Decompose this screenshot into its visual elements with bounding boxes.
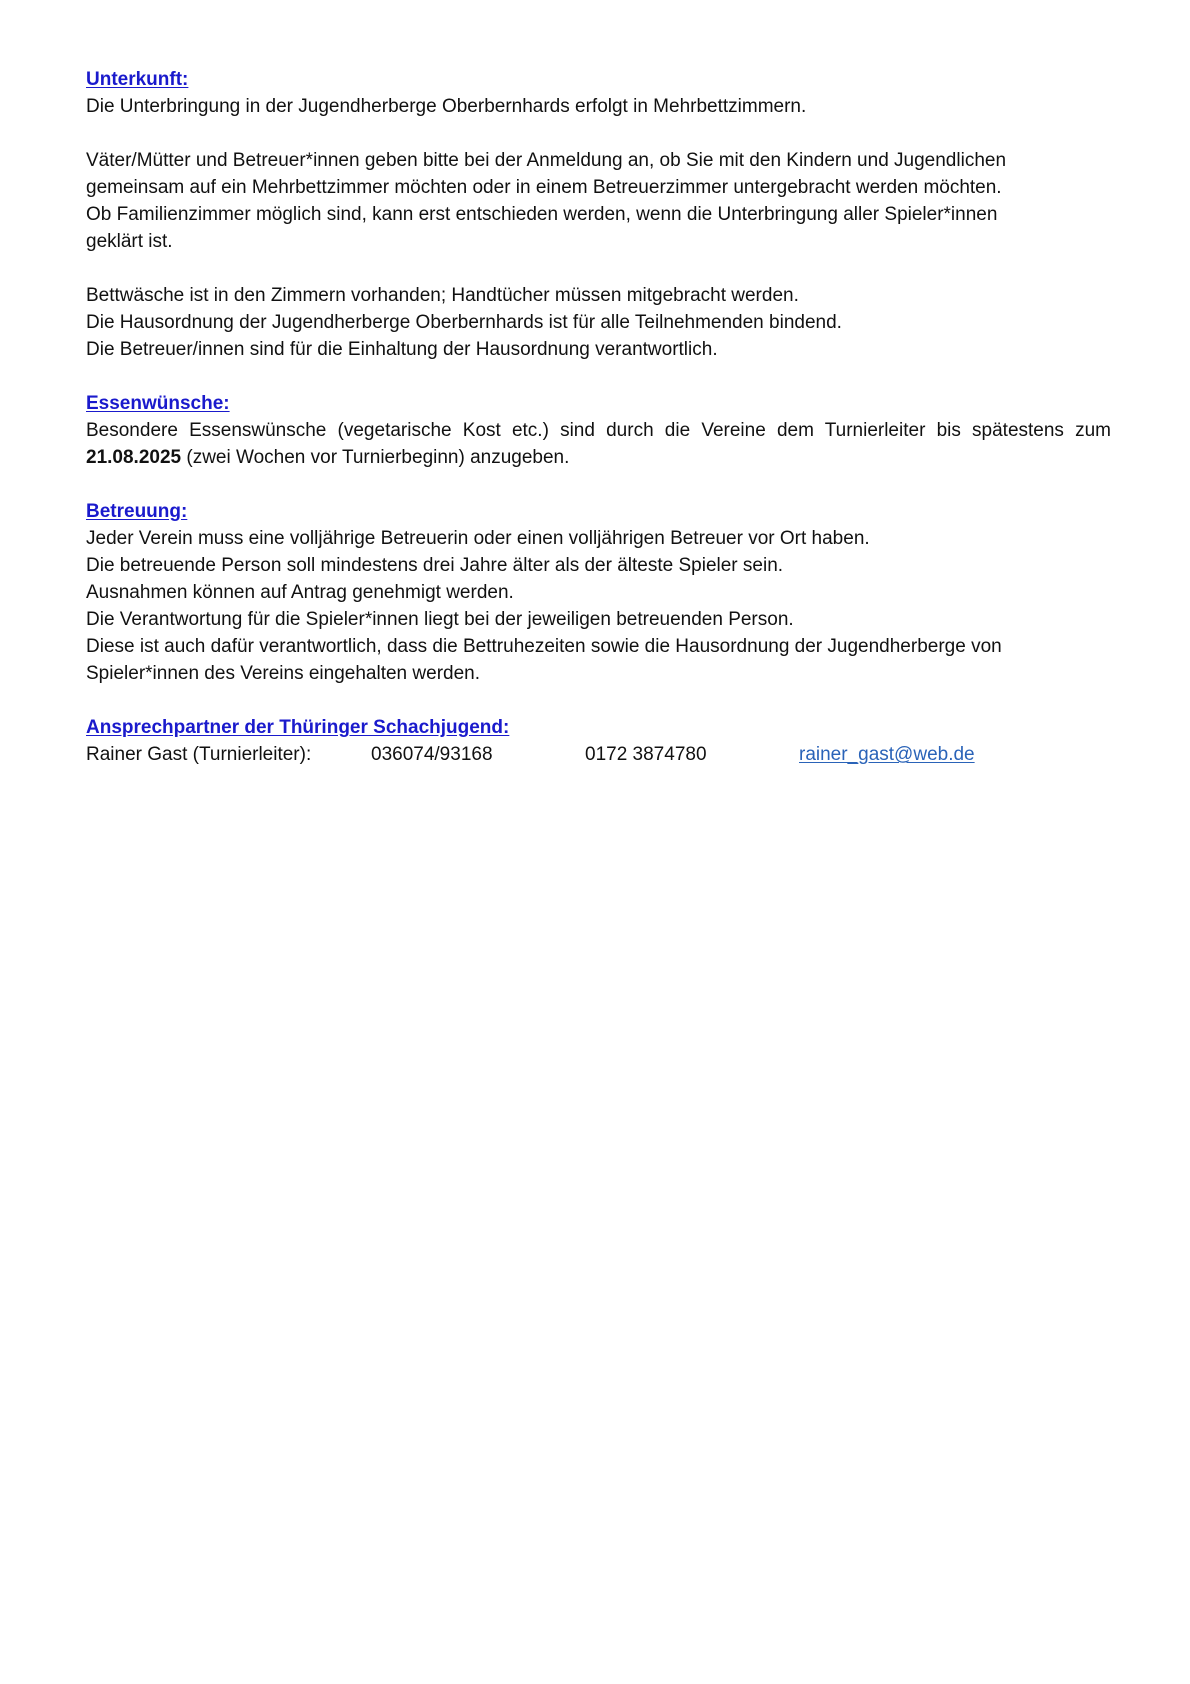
unterkunft-p2-line: Väter/Mütter und Betreuer*innen geben bitte bei der Anmeldung an, ob Sie mit den Kindern und Jugendlichen: [86, 150, 1007, 171]
heading-ansprechpartner: Ansprechpartner der Thüringer Schachjugend:: [86, 717, 510, 738]
section-betreuung: [86, 498, 1111, 687]
essen-deadline-date: 21.08.2025: [86, 447, 182, 468]
document-page: [86, 66, 1111, 795]
essen-text-after: (zwei Wochen vor Turnierbeginn) anzugeben.: [181, 447, 570, 468]
unterkunft-p3-line: Die Hausordnung der Jugendherberge Oberbernhards ist für alle Teilnehmenden bindend.: [86, 312, 842, 333]
essen-paragraph: [86, 417, 1111, 471]
unterkunft-p1-line: Die Unterbringung in der Jugendherberge Oberbernhards erfolgt in Mehrbettzimmern.: [86, 96, 807, 117]
unterkunft-p3-line: Die Betreuer/innen sind für die Einhaltung der Hausordnung verantwortlich.: [86, 339, 718, 360]
betreuung-line: Ausnahmen können auf Antrag genehmigt werden.: [86, 582, 514, 603]
betreuung-line: Die betreuende Person soll mindestens drei Jahre älter als der älteste Spieler sein.: [86, 555, 784, 576]
contact-email-link[interactable]: rainer_gast@web.de: [799, 744, 975, 765]
unterkunft-paragraph-2: [86, 147, 1111, 255]
section-unterkunft: [86, 66, 1111, 120]
section-essenwuensche: [86, 390, 1111, 471]
heading-unterkunft: Unterkunft:: [86, 69, 189, 90]
unterkunft-p2-line: geklärt ist.: [86, 231, 173, 252]
unterkunft-p3-line: Bettwäsche ist in den Zimmern vorhanden; Handtücher müssen mitgebracht werden.: [86, 285, 799, 306]
contact-phone-landline: 036074/93168: [371, 744, 493, 765]
betreuung-line: Spieler*innen des Vereins eingehalten werden.: [86, 663, 480, 684]
contact-row: [86, 741, 1111, 768]
betreuung-line: Diese ist auch dafür verantwortlich, dass die Bettruhezeiten sowie die Hausordnung der Jugendherberge von: [86, 636, 1002, 657]
unterkunft-p2-line: gemeinsam auf ein Mehrbettzimmer möchten oder in einem Betreuerzimmer untergebracht werden möchten.: [86, 177, 1002, 198]
section-ansprechpartner: [86, 714, 1111, 768]
betreuung-line: Die Verantwortung für die Spieler*innen liegt bei der jeweiligen betreuenden Person.: [86, 609, 794, 630]
heading-betreuung: Betreuung:: [86, 501, 188, 522]
unterkunft-p2-line: Ob Familienzimmer möglich sind, kann erst entschieden werden, wenn die Unterbringung aller Spieler*innen: [86, 204, 998, 225]
essen-text-before: Besondere Essenswünsche (vegetarische Kost etc.) sind durch die Vereine dem Turnierleiter bis spätestens zum: [86, 420, 1111, 441]
contact-name: Rainer Gast (Turnierleiter):: [86, 744, 312, 765]
contact-phone-mobile: 0172 3874780: [585, 744, 707, 765]
betreuung-line: Jeder Verein muss eine volljährige Betreuerin oder einen volljährigen Betreuer vor Ort haben.: [86, 528, 870, 549]
heading-essenwuensche: Essenwünsche:: [86, 393, 230, 414]
unterkunft-paragraph-3: [86, 282, 1111, 363]
